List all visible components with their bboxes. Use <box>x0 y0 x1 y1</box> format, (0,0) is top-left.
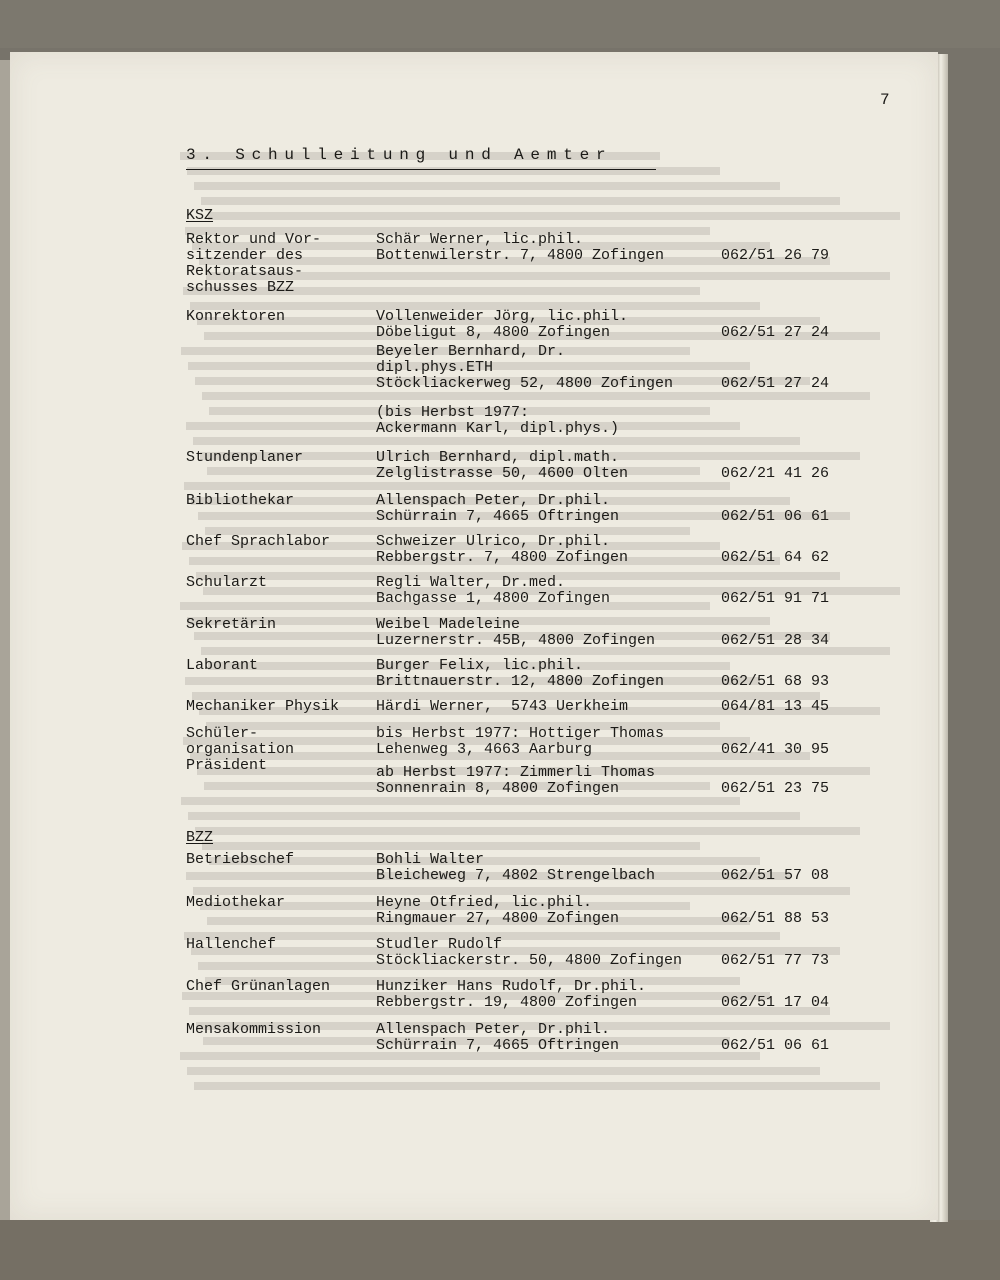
phone-number: 062/51 17 04 <box>721 994 830 1011</box>
facing-page-edge <box>0 60 10 1220</box>
person-detail-line: Schär Werner, lic.phil. <box>376 231 584 248</box>
role-label: Rektor und Vor- sitzender des Rektoratsaus- schusses BZZ <box>186 231 322 296</box>
phone-number: 062/51 68 93 <box>721 673 830 690</box>
person-detail-line: (bis Herbst 1977: <box>376 404 530 421</box>
show-through-line <box>187 1067 820 1075</box>
role-label: Hallenchef <box>186 936 277 953</box>
phone-number: 062/51 27 24 <box>721 375 830 392</box>
role-label: Laborant <box>186 657 259 674</box>
phone-number: 062/51 27 24 <box>721 324 830 341</box>
role-label: Chef Sprachlabor <box>186 533 331 550</box>
document-page <box>10 52 938 1220</box>
role-label: Mensakommission <box>186 1021 322 1038</box>
person-detail-line: Stöckliackerstr. 50, 4800 Zofingen <box>376 952 683 969</box>
person-detail-line: Allenspach Peter, Dr.phil. <box>376 492 611 509</box>
show-through-line <box>202 392 870 400</box>
person-detail-line: bis Herbst 1977: Hottiger Thomas <box>376 725 665 742</box>
scanner-background-bottom <box>0 1220 1000 1280</box>
show-through-line <box>195 827 860 835</box>
phone-number: 062/51 57 08 <box>721 867 830 884</box>
person-detail-line: Luzernerstr. 45B, 4800 Zofingen <box>376 632 656 649</box>
person-detail-line: Ackermann Karl, dipl.phys.) <box>376 420 620 437</box>
person-detail-line: Schweizer Ulrico, Dr.phil. <box>376 533 611 550</box>
person-detail-line: Rebbergstr. 7, 4800 Zofingen <box>376 549 629 566</box>
show-through-line <box>188 812 800 820</box>
phone-number: 062/51 06 61 <box>721 1037 830 1054</box>
person-detail-line: Stöckliackerweg 52, 4800 Zofingen <box>376 375 674 392</box>
section-title: KSZ <box>186 207 214 224</box>
show-through-line <box>193 437 800 445</box>
person-detail-line: Bottenwilerstr. 7, 4800 Zofingen <box>376 247 665 264</box>
person-detail-line: Härdi Werner, 5743 Uerkheim <box>376 698 629 715</box>
person-detail-line: Bohli Walter <box>376 851 485 868</box>
phone-number: 062/51 91 71 <box>721 590 830 607</box>
phone-number: 062/51 77 73 <box>721 952 830 969</box>
role-label: Konrektoren <box>186 308 286 325</box>
page-number: 7 <box>880 91 890 109</box>
phone-number: 062/51 06 61 <box>721 508 830 525</box>
role-label: Bibliothekar <box>186 492 295 509</box>
person-detail-line: Bleicheweg 7, 4802 Strengelbach <box>376 867 656 884</box>
show-through-line <box>208 212 900 220</box>
person-detail-line: Schürrain 7, 4665 Oftringen <box>376 508 620 525</box>
phone-number: 062/51 23 75 <box>721 780 830 797</box>
person-detail-line: Döbeligut 8, 4800 Zofingen <box>376 324 611 341</box>
person-detail-line: Allenspach Peter, Dr.phil. <box>376 1021 611 1038</box>
show-through-line <box>194 182 780 190</box>
person-detail-line: Sonnenrain 8, 4800 Zofingen <box>376 780 620 797</box>
role-label: Stundenplaner <box>186 449 304 466</box>
person-detail-line: ab Herbst 1977: Zimmerli Thomas <box>376 764 656 781</box>
person-detail-line: Beyeler Bernhard, Dr. <box>376 343 566 360</box>
section-title: BZZ <box>186 829 214 846</box>
person-detail-line: Vollenweider Jörg, lic.phil. <box>376 308 629 325</box>
phone-number: 062/51 28 34 <box>721 632 830 649</box>
show-through-line <box>202 842 700 850</box>
show-through-line <box>181 797 740 805</box>
person-detail-line: Weibel Madeleine <box>376 616 521 633</box>
person-detail-line: Rebbergstr. 19, 4800 Zofingen <box>376 994 638 1011</box>
person-detail-line: Ringmauer 27, 4800 Zofingen <box>376 910 620 927</box>
person-detail-line: Regli Walter, Dr.med. <box>376 574 566 591</box>
person-detail-line: Zelglistrasse 50, 4600 Olten <box>376 465 629 482</box>
heading-underline <box>186 169 656 170</box>
person-detail-line: dipl.phys.ETH <box>376 359 494 376</box>
person-detail-line: Studler Rudolf <box>376 936 503 953</box>
scanner-background-top <box>0 0 1000 48</box>
phone-number: 062/41 30 95 <box>721 741 830 758</box>
person-detail-line: Heyne Otfried, lic.phil. <box>376 894 593 911</box>
role-label: Mediothekar <box>186 894 286 911</box>
section-heading: 3. Schulleitung und Aemter <box>186 146 613 164</box>
phone-number: 062/51 26 79 <box>721 247 830 264</box>
person-detail-line: Burger Felix, lic.phil. <box>376 657 584 674</box>
phone-number: 062/51 64 62 <box>721 549 830 566</box>
person-detail-line: Ulrich Bernhard, dipl.math. <box>376 449 620 466</box>
role-label: Mechaniker Physik <box>186 698 340 715</box>
role-label: Sekretärin <box>186 616 277 633</box>
role-label: Schularzt <box>186 574 268 591</box>
show-through-line <box>201 197 840 205</box>
show-through-line <box>184 482 730 490</box>
phone-number: 062/21 41 26 <box>721 465 830 482</box>
person-detail-line: Hunziker Hans Rudolf, Dr.phil. <box>376 978 647 995</box>
phone-number: 064/81 13 45 <box>721 698 830 715</box>
person-detail-line: Brittnauerstr. 12, 4800 Zofingen <box>376 673 665 690</box>
person-detail-line: Bachgasse 1, 4800 Zofingen <box>376 590 611 607</box>
role-label: Chef Grünanlagen <box>186 978 331 995</box>
role-label: Schüler- organisation Präsident <box>186 725 295 774</box>
person-detail-line: Lehenweg 3, 4663 Aarburg <box>376 741 593 758</box>
show-through-line <box>194 1082 880 1090</box>
person-detail-line: Schürrain 7, 4665 Oftringen <box>376 1037 620 1054</box>
role-label: Betriebschef <box>186 851 295 868</box>
phone-number: 062/51 88 53 <box>721 910 830 927</box>
